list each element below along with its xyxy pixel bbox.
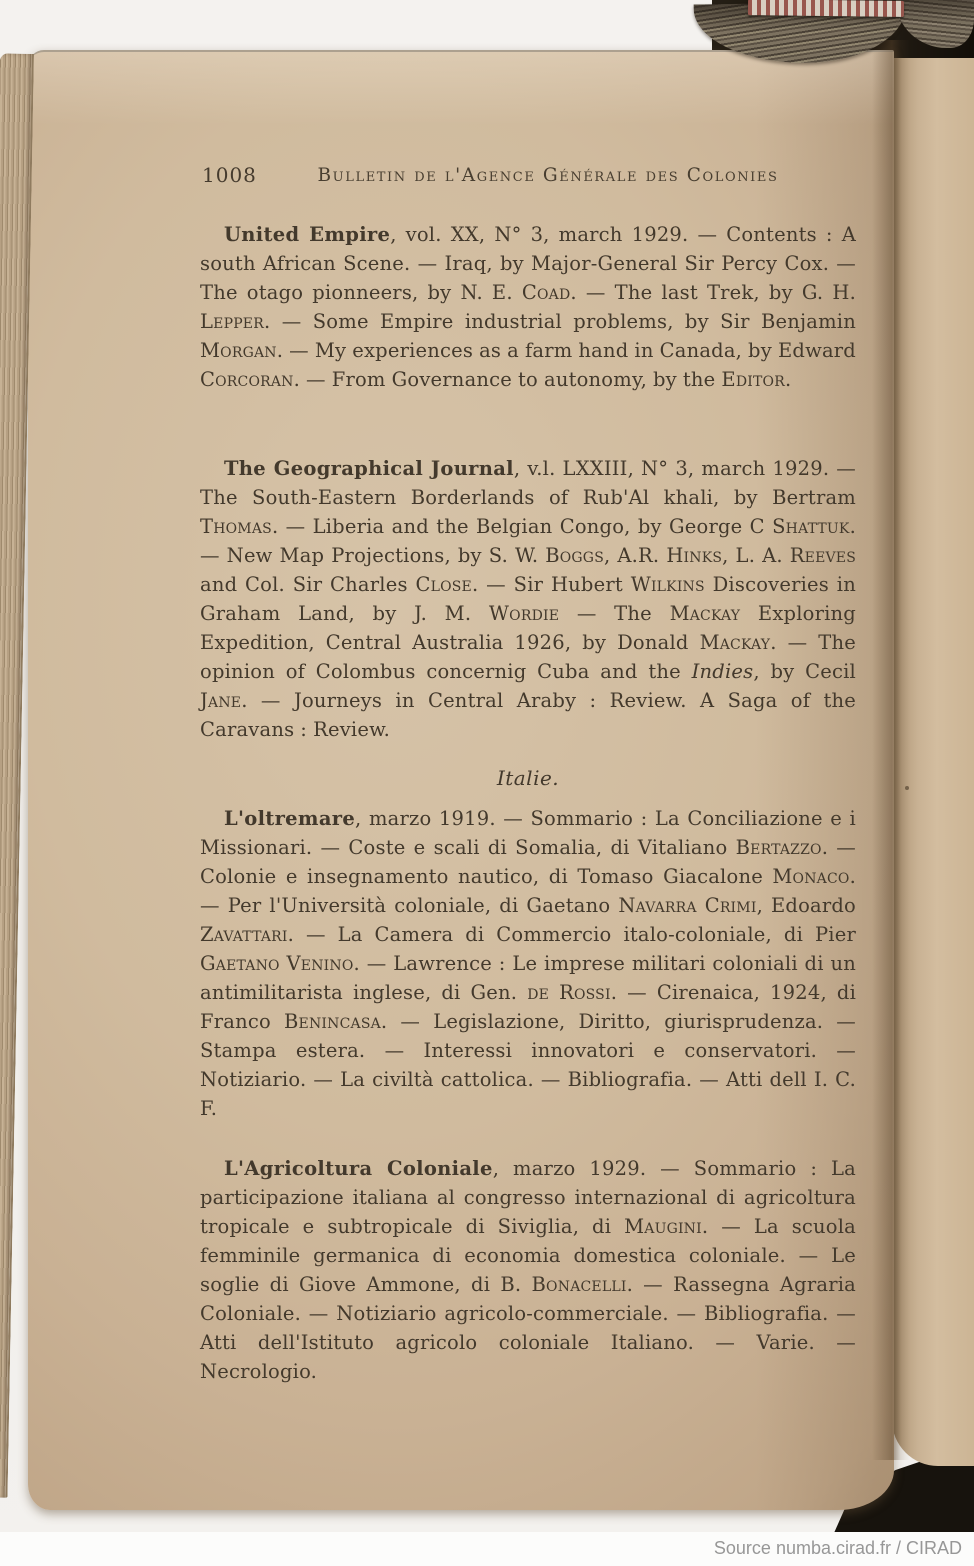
section-heading-italie: Italie. [496,766,560,790]
ink-speck [905,786,909,790]
attribution-bar [0,1532,974,1566]
book-page [28,50,894,1510]
paragraph-agricoltura-coloniale: L'Agricoltura Coloniale, marzo 1929. — Sommario : La participazione italiana al congresso internazional di agricoltura tropicale e subtropicale di Siviglia, di Maugini. — La scuola femminile germanica di economia domestica coloniale. — Le soglie di Giove Ammone, di B. Bonacelli. — Rassegna Agraria Coloniale. — Notiziario agricolo-commerciale. — Bibliografia. — Atti dell'Istituto agricolo coloniale Italiano. — Varie. — Necrologio. [200,1157,857,1383]
running-title: Bulletin de l'Agence Générale des Colonies [317,165,779,186]
facing-page [892,26,974,1466]
paragraph-oltremare: L'oltremare, marzo 1919. — Sommario : La Conciliazione e i Missionari. — Coste e scali di Somalia, di Vitaliano Bertazzo. — Colonie e insegnamento nautico, di Tomaso Giacalone Monaco. — Per l'Università coloniale, di Gaetano Navarra Crimi, Edoardo Zavattari. — La Camera di Commercio italo-coloniale, di Pier Gaetano Venino. — Lawrence : Le imprese militari coloniali di un antimilitarista inglese, di Gen. de Rossi. — Cirenaica, 1924, di Franco Benincasa. — Legislazione, Diritto, giurisprudenza. — Stampa estera. — Interessi innovatori e conservatori. — Notiziario. — La civiltà cattolica. — Bibliografia. — Atti dell I. C. F. [200,807,857,1120]
attribution-text: Source numba.cirad.fr / CIRAD [713,1538,962,1558]
paragraph-united-empire: United Empire, vol. XX, N° 3, march 1929. — Contents : A south African Scene. — Iraq, by Major-General Sir Percy Cox. — The otago pionneers, by N. E. Coad. — The last Trek, by G. H. Lepper. — Some Empire industrial problems, by Sir Benjamin Morgan. — My experiences as a farm hand in Canada, by Edward Corcoran. — From Governance to autonomy, by the Editor. [200,223,857,391]
book-headband [748,0,904,17]
page-header [200,162,856,190]
paragraph-geographical-journal: The Geographical Journal, v.l. LXXIII, N° 3, march 1929. — The South-Eastern Borderlands of Rub'Al khali, by Bertram Thomas. — Liberia and the Belgian Congo, by George C Shattuk. — New Map Projections, by S. W. Boggs, A.R. Hinks, L. A. Reeves and Col. Sir Charles Close. — Sir Hubert Wilkins Discoveries in Graham Land, by J. M. Wordie — The Mackay Exploring Expedition, Central Australia 1926, by Donald Mackay. — The opinion of Colombus concernig Cuba and the Indies, by Cecil Jane. — Journeys in Central Araby : Review. A Saga of the Caravans : Review. [200,457,857,741]
page-number: 1008 [202,163,257,187]
